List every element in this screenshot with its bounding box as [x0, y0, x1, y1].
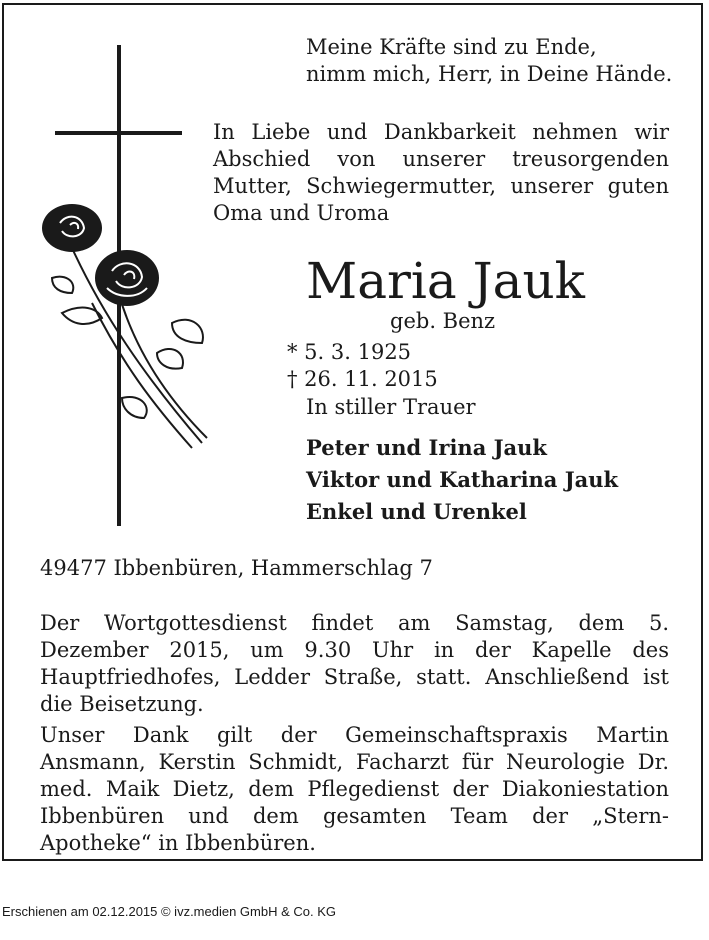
- birth-name: geb. Benz: [390, 309, 496, 333]
- verse: [306, 34, 686, 88]
- address: 49477 Ibbenbüren, Hammerschlag 7: [40, 556, 433, 580]
- roses-illustration: [32, 193, 212, 453]
- thanks-notice: Unser Dank gilt der Gemeinschaftspraxis Martin Ansmann, Kerstin Schmidt, Facharzt für Neurologie Dr. med. Maik Dietz, dem Pflegedienst der Diakoniestation Ibbenbüren und dem gesamten Team der „Stern-Apotheke“ in Ibbenbüren.: [40, 723, 669, 855]
- verse-line-1: Meine Kräfte sind zu Ende,: [306, 35, 597, 59]
- mourner-line: Peter und Irina Jauk: [306, 435, 547, 460]
- deceased-name: Maria Jauk: [306, 252, 585, 310]
- cross-horizontal-bar: [55, 131, 182, 135]
- service-notice: Der Wortgottesdienst findet am Samstag, dem 5. Dezember 2015, um 9.30 Uhr in der Kapelle des Hauptfriedhofes, Ledder Straße, statt. Anschließend ist die Beisetzung.: [40, 611, 669, 716]
- mourners-list: [306, 432, 618, 528]
- mourning-label: In stiller Trauer: [306, 395, 476, 419]
- mourner-line: Viktor und Katharina Jauk: [306, 467, 619, 492]
- life-dates: [287, 339, 617, 393]
- death-date: † 26. 11. 2015: [287, 367, 438, 391]
- intro-text: In Liebe und Dankbarkeit nehmen wir Abschied von unserer treusorgenden Mutter, Schwiegermutter, unserer guten Oma und Uroma: [213, 120, 669, 225]
- birth-date: * 5. 3. 1925: [287, 340, 412, 364]
- verse-line-2: nimm mich, Herr, in Deine Hände.: [306, 62, 673, 86]
- publication-footer: Erschienen am 02.12.2015 © ivz.medien GmbH & Co. KG: [2, 904, 337, 919]
- mourner-line: Enkel und Urenkel: [306, 499, 527, 524]
